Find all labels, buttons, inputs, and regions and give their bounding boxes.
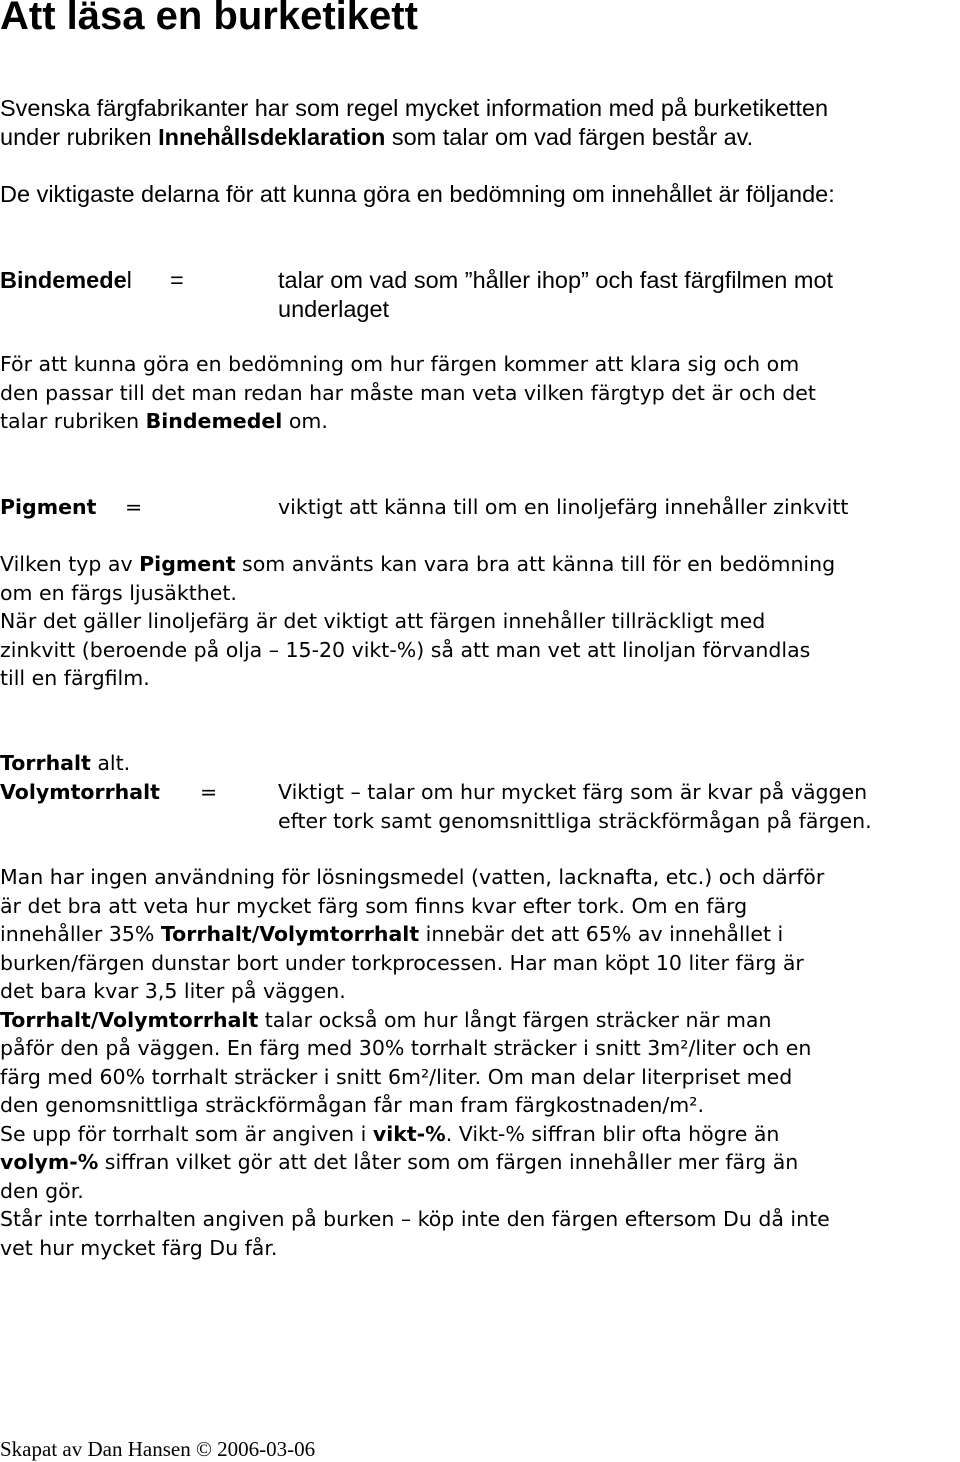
bold-term: vikt-% <box>372 1121 446 1146</box>
definition-bindemedel: talar om vad som ”håller ihop” och fast färgfilmen mot underlaget <box>278 267 834 322</box>
page-title: Att läsa en burketikett <box>0 0 418 38</box>
definition-torrhalt: Viktigt – talar om hur mycket färg som är kvar på väggen efter tork samt genomsnittliga sträckförmågan på färgen. <box>278 780 872 833</box>
intro-paragraph <box>0 94 828 151</box>
equals-sign: = <box>170 267 184 293</box>
bold-term: Innehållsdeklaration <box>158 123 386 150</box>
footer-credit: Skapat av Dan Hansen © 2006-03-06 <box>0 1437 316 1461</box>
bold-term: volym-% <box>0 1150 99 1174</box>
definition-pigment: viktigt att känna till om en linoljefärg innehåller zinkvitt <box>278 495 849 519</box>
intro-line: Svenska färgfabrikanter har som regel mycket information med på burketiketten <box>0 95 829 121</box>
bold-term: Bindemedel <box>145 409 283 433</box>
intro-line: under rubriken Innehållsdeklaration som talar om vad färgen består av. <box>0 123 754 150</box>
bold-term: Pigment <box>139 552 236 576</box>
term-pigment: Pigment <box>0 495 97 519</box>
term-torrhalt: Torrhalt alt. Volymtorrhalt <box>0 751 160 804</box>
equals-sign: = <box>200 780 218 804</box>
bold-term: Torrhalt/Volymtorrhalt <box>0 1007 259 1032</box>
equals-sign: = <box>125 495 143 519</box>
term-bindemedel: Bindemedel <box>0 267 132 293</box>
bold-term: Torrhalt/Volymtorrhalt <box>160 922 420 946</box>
paragraph-pigment: Vilken typ av Pigment som använts kan vara bra att känna till för en bedömning om en färgs ljusäkthet. När det gäller linoljefärg är det viktigt att färgen innehåller tillräckligt med zinkvitt (beroende på olja – 15-20 vikt-%) så att man vet att linoljan förvandlas till en färgfilm. <box>0 552 836 690</box>
paragraph-bindemedel: För att kunna göra en bedömning om hur färgen kommer att klara sig och om den passar till det man redan har måste man veta vilken färgtyp det är och det talar rubriken Bindemedel om. <box>0 352 816 433</box>
paragraph-torrhalt: Man har ingen användning för lösningsmedel (vatten, lacknafta, etc.) och därför är det bra att veta hur mycket färg som finns kvar efter tork. Om en färg innehåller 35% Torrhalt/Volymtorrhalt innebär det att 65% av innehållet i burken/färgen dunstar bort under torkprocessen. Har man köpt 10 liter färg är det bara kvar 3,5 liter på väggen. Torrhalt/Volymtorrhalt talar också om hur långt färgen sträcker när man påför den på väggen. En färg med 30% torrhalt sträcker i snitt 3m²/liter och en färg med 60% torrhalt sträcker i snitt 6m²/liter. Om man delar literpriset med den genomsnittliga sträckförmågan får man fram färgkostnaden/m². Se upp för torrhalt som är angiven i vikt-%. Vikt-% siffran blir ofta högre än volym-% siffran vilket gör att det låter som om färgen innehåller mer färg än den gör. Står inte torrhalten angiven på burken – köp inte den färgen eftersom Du då inte vet hur mycket färg Du får. <box>0 865 830 1260</box>
intro-line: De viktigaste delarna för att kunna göra en bedömning om innehållet är följande: <box>0 181 835 207</box>
